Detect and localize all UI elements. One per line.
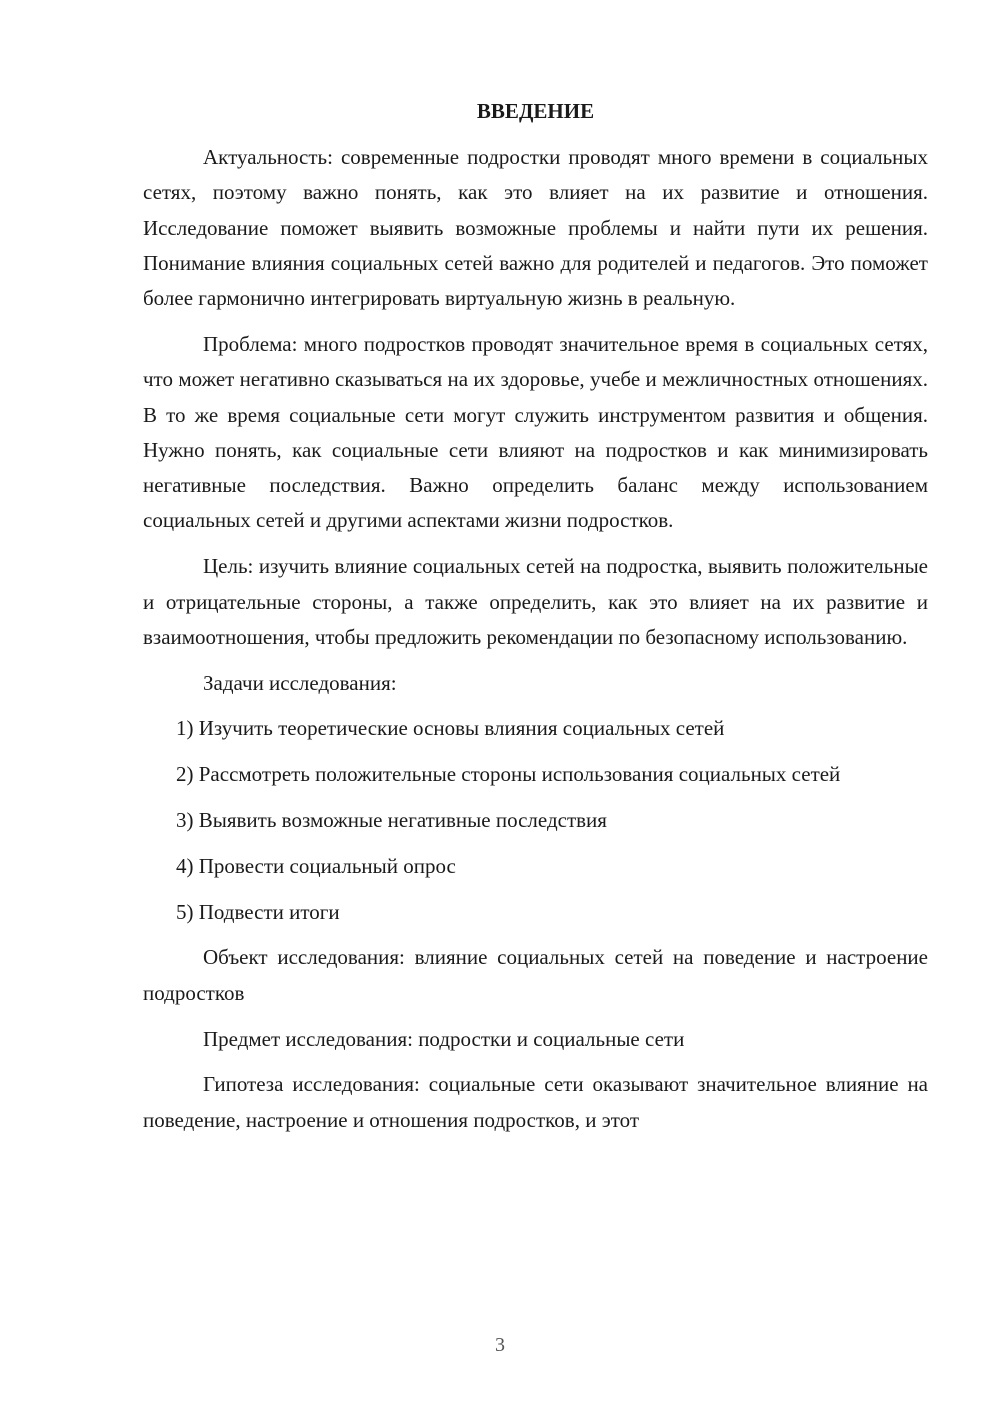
paragraph-problem: Проблема: много подростков проводят значительное время в социальных сетях, что может негативно сказываться на их здоровье, учебе и межличностных отношениях. В то же время социальные сети могут служить инструментом развития и общения. Нужно понять, как социальные сети влияют на подростков и как минимизировать негативные последствия. Важно определить баланс между использованием социальных сетей и другими аспектами жизни подростков. (143, 331, 928, 533)
page-title: ВВЕДЕНИЕ (476, 99, 595, 123)
page-number: 3 (495, 1334, 505, 1356)
task-item: 1) Изучить теоретические основы влияния социальных сетей (176, 716, 725, 741)
task-item: 2) Рассмотреть положительные стороны использования социальных сетей (176, 762, 841, 787)
paragraph-object: Объект исследования: влияние социальных сетей на поведение и настроение подростков (143, 945, 928, 1005)
task-item: 3) Выявить возможные негативные последствия (176, 808, 607, 833)
paragraph-tasks-heading: Задачи исследования: (203, 670, 397, 695)
task-item: 4) Провести социальный опрос (176, 853, 456, 878)
paragraph-goal: Цель: изучить влияние социальных сетей на подростка, выявить положительные и отрицательные стороны, а также определить, как это влияет на их развитие и взаимоотношения, чтобы предложить рекомендации по безопасному использованию. (143, 554, 928, 649)
task-item: 5) Подвести итоги (176, 899, 340, 924)
paragraph-subject: Предмет исследования: подростки и социальные сети (203, 1026, 685, 1051)
paragraph-hypothesis: Гипотеза исследования: социальные сети оказывают значительное влияние на поведение, настроение и отношения подростков, и этот (143, 1072, 928, 1132)
paragraph-relevance: Актуальность: современные подростки проводят много времени в социальных сетях, поэтому важно понять, как это влияет на их развитие и отношения. Исследование поможет выявить возможные проблемы и найти пути их решения. Понимание влияния социальных сетей важно для родителей и педагогов. Это поможет более гармонично интегрировать виртуальную жизнь в реальную. (143, 145, 928, 311)
